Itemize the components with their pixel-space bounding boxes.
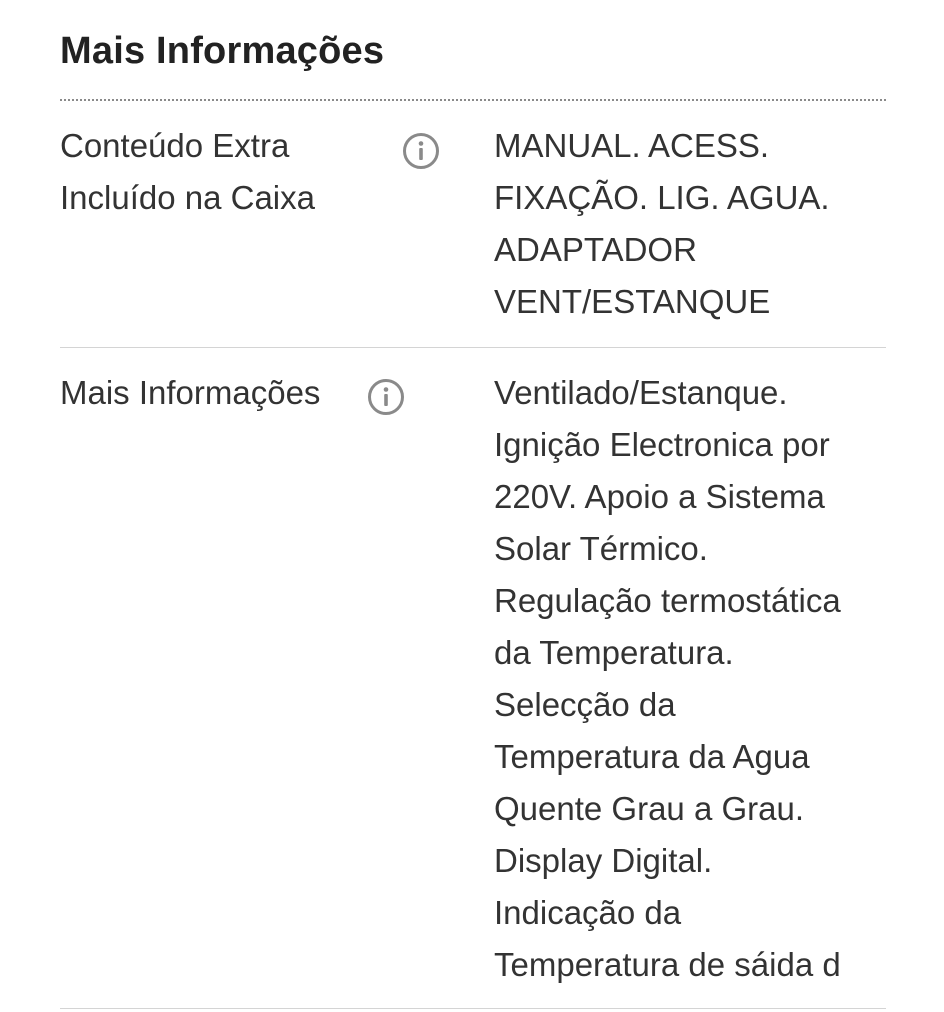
spec-value-line: Temperatura de sáida d — [494, 946, 841, 983]
spec-value-line: Ventilado/Estanque. — [494, 374, 788, 411]
spec-row-more-info — [60, 367, 886, 1010]
spec-label-line: Conteúdo Extra — [60, 127, 290, 164]
spec-label — [60, 120, 315, 224]
spec-value-line: VENT/ESTANQUE — [494, 283, 771, 320]
info-circle-icon[interactable] — [402, 132, 440, 170]
spec-value-line: 220V. Apoio a Sistema — [494, 478, 825, 515]
spec-value-line: MANUAL. ACESS. — [494, 127, 770, 164]
spec-value-line: Temperatura da Agua — [494, 738, 810, 775]
spec-value-line: Solar Térmico. — [494, 530, 708, 567]
row-divider — [60, 347, 886, 348]
spec-value-line: Indicação da — [494, 894, 682, 931]
spec-row-extra-content — [60, 120, 886, 348]
title-divider — [60, 99, 886, 101]
spec-value-line: Ignição Electronica por — [494, 426, 830, 463]
spec-label-line: Mais Informações — [60, 374, 321, 411]
spec-value-line: Regulação termostática — [494, 582, 841, 619]
spec-value-line: ADAPTADOR — [494, 231, 697, 268]
spec-value-line: Selecção da — [494, 686, 676, 723]
info-circle-icon[interactable] — [367, 378, 405, 416]
spec-value — [494, 120, 886, 328]
spec-label — [60, 367, 320, 419]
spec-label-line: Incluído na Caixa — [60, 179, 315, 216]
spec-value-line: Quente Grau a Grau. — [494, 790, 805, 827]
spec-value-line: FIXAÇÃO. LIG. AGUA. — [494, 179, 830, 216]
spec-value — [494, 367, 886, 991]
row-divider — [60, 1008, 886, 1009]
spec-value-line: da Temperatura. — [494, 634, 734, 671]
section-title: Mais Informações — [60, 30, 385, 72]
spec-value-line: Display Digital. — [494, 842, 713, 879]
